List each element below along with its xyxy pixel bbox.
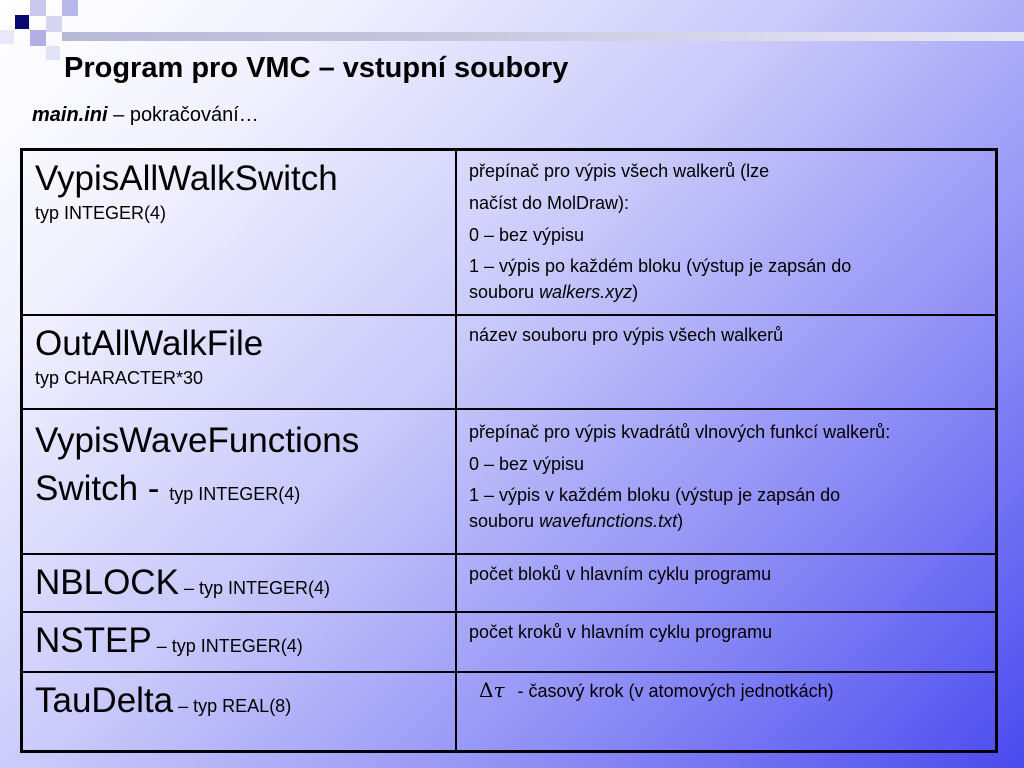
desc-text: souboru <box>469 510 540 531</box>
param-name: VypisWaveFunctions <box>35 420 360 460</box>
table-row <box>22 672 997 752</box>
decor-square <box>46 16 62 32</box>
desc-line: 0 – bez výpisu <box>469 453 585 474</box>
param-type: – typ INTEGER(4) <box>151 635 303 656</box>
param-name-cell <box>22 409 457 554</box>
param-name: VypisAllWalkSwitch <box>35 159 338 198</box>
slide-title: Program pro VMC – vstupní soubory <box>64 52 569 84</box>
desc-text: souboru <box>469 282 540 302</box>
decor-square <box>0 30 14 44</box>
decor-square-navy <box>15 15 29 29</box>
decor-square <box>46 46 60 60</box>
param-desc-cell <box>456 409 997 554</box>
param-desc-cell <box>456 612 997 672</box>
title-bar-stripe <box>62 32 1024 41</box>
param-name-cell <box>22 315 457 409</box>
desc-line: přepínač pro výpis všech walkerů (lze <box>469 161 770 181</box>
param-name-line <box>35 619 445 663</box>
param-name-cell <box>22 672 457 752</box>
param-type: typ INTEGER(4) <box>169 483 301 504</box>
desc-filename: walkers.xyz <box>539 282 633 302</box>
table-row <box>22 150 997 315</box>
table-row <box>22 315 997 409</box>
desc-line: 1 – výpis v každém bloku (výstup je zapsán do <box>469 484 841 505</box>
table-row <box>22 554 997 612</box>
parameter-table <box>20 148 998 753</box>
desc-line: počet bloků v hlavním cyklu programu <box>469 563 772 584</box>
param-desc-cell <box>456 150 997 315</box>
desc-line <box>469 281 985 303</box>
param-name-cell <box>22 554 457 612</box>
desc-line: počet kroků v hlavním cyklu programu <box>469 621 773 642</box>
param-desc-cell <box>456 315 997 409</box>
delta-tau-symbol <box>479 678 505 702</box>
param-name-cell <box>22 150 457 315</box>
desc-text: - časový krok (v atomových jednotkách) <box>512 680 834 701</box>
param-name: TauDelta <box>35 680 174 720</box>
desc-line <box>469 510 985 532</box>
desc-text: ) <box>677 510 684 531</box>
desc-line: 1 – výpis po každém bloku (výstup je zapsán do <box>469 256 852 276</box>
table-row <box>22 409 997 554</box>
decor-square <box>62 0 78 16</box>
delta-symbol: Δ <box>479 677 494 702</box>
desc-line: načíst do MolDraw): <box>469 193 630 213</box>
param-name: Switch - <box>35 468 170 508</box>
param-name: OutAllWalkFile <box>35 323 264 363</box>
param-desc-cell <box>456 554 997 612</box>
decor-square <box>30 30 46 46</box>
param-type: – typ INTEGER(4) <box>178 577 330 598</box>
slide-subtitle <box>32 104 259 127</box>
tau-symbol: τ <box>493 677 505 702</box>
param-type: typ CHARACTER*30 <box>35 367 204 388</box>
desc-line <box>469 677 985 704</box>
param-type: typ INTEGER(4) <box>35 203 167 223</box>
param-name-line <box>35 679 445 723</box>
desc-line: 0 – bez výpisu <box>469 225 585 245</box>
desc-line: název souboru pro výpis všech walkerů <box>469 324 784 345</box>
subtitle-text: – pokračování… <box>107 104 259 126</box>
param-type: – typ REAL(8) <box>173 695 292 716</box>
param-name-line <box>35 466 445 526</box>
param-name-line <box>35 561 445 605</box>
param-name: NBLOCK <box>35 562 179 602</box>
table-row <box>22 612 997 672</box>
param-name: NSTEP <box>35 620 152 660</box>
decor-square <box>30 0 46 16</box>
subtitle-filename: main.ini <box>32 104 108 126</box>
param-desc-cell <box>456 672 997 752</box>
desc-text: ) <box>632 282 639 302</box>
desc-filename: wavefunctions.txt <box>539 510 678 531</box>
desc-line: přepínač pro výpis kvadrátů vlnových funkcí walkerů: <box>469 421 891 442</box>
param-name-cell <box>22 612 457 672</box>
